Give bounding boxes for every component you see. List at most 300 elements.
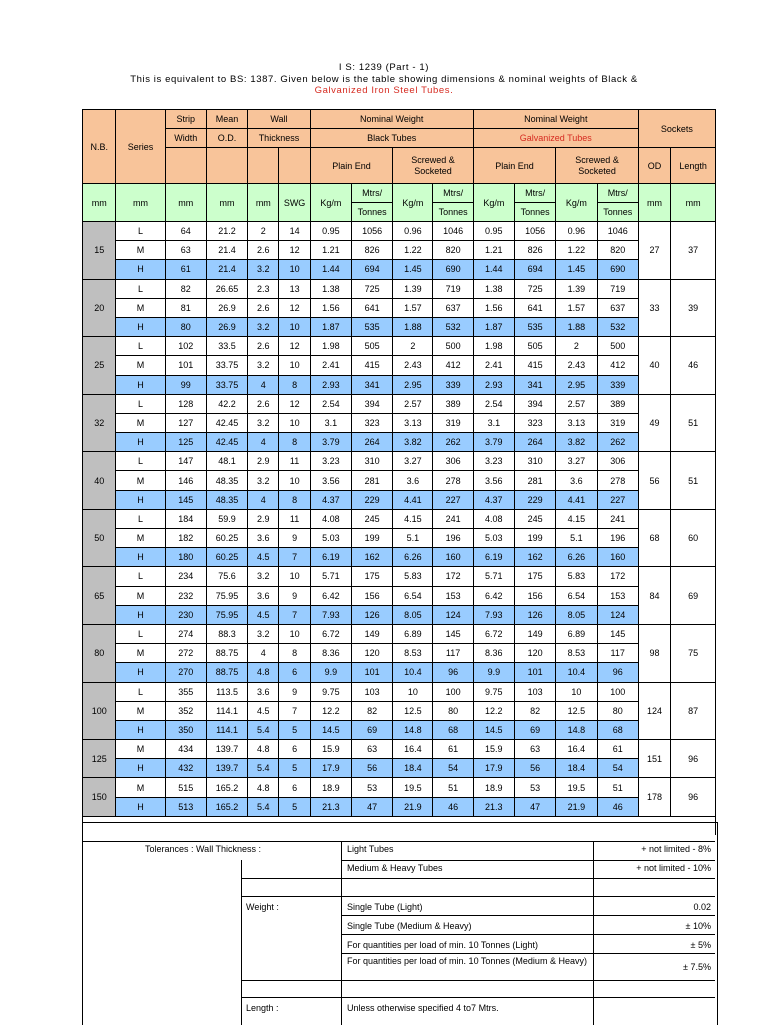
- data-cell: 3.2: [248, 317, 279, 336]
- socket-length-cell: 37: [671, 222, 716, 280]
- data-cell: 8: [279, 490, 310, 509]
- data-cell: 281: [514, 471, 555, 490]
- data-cell: 7.93: [473, 605, 514, 624]
- table-row: [83, 413, 716, 432]
- data-cell: 535: [352, 317, 393, 336]
- data-cell: 690: [597, 260, 638, 279]
- data-cell: 1.21: [473, 241, 514, 260]
- data-cell: 2.43: [393, 356, 433, 375]
- data-cell: 1.57: [393, 298, 433, 317]
- col-nb: N.B.: [83, 110, 116, 184]
- data-cell: 7: [279, 701, 310, 720]
- data-cell: 1046: [433, 222, 473, 241]
- data-cell: 68: [433, 720, 473, 739]
- data-cell: 9.9: [473, 663, 514, 682]
- unit-cell: SWG: [279, 184, 310, 222]
- data-cell: 690: [433, 260, 473, 279]
- data-cell: 341: [352, 375, 393, 394]
- table-row: [83, 797, 716, 816]
- data-cell: 53: [514, 778, 555, 797]
- data-cell: 694: [352, 260, 393, 279]
- data-cell: 1.98: [473, 337, 514, 356]
- data-cell: 139.7: [206, 740, 247, 759]
- data-cell: 196: [597, 529, 638, 548]
- data-cell: 21.3: [310, 797, 351, 816]
- data-cell: 10: [279, 317, 310, 336]
- data-cell: 99: [165, 375, 206, 394]
- data-cell: 4.37: [310, 490, 351, 509]
- data-cell: 306: [433, 452, 473, 471]
- data-cell: 196: [433, 529, 473, 548]
- data-cell: 2: [556, 337, 597, 356]
- data-cell: 2.54: [473, 394, 514, 413]
- table-row: [83, 778, 716, 797]
- data-cell: 412: [433, 356, 473, 375]
- data-cell: 1.44: [473, 260, 514, 279]
- table-row: [83, 298, 716, 317]
- data-cell: 18.4: [393, 759, 433, 778]
- data-cell: 281: [352, 471, 393, 490]
- socket-length-cell: 46: [671, 337, 716, 395]
- data-cell: 1046: [597, 222, 638, 241]
- socket-length-cell: 51: [671, 394, 716, 452]
- unit-cell: Mtrs/ Tonnes: [433, 184, 473, 222]
- socket-od-cell: 84: [638, 567, 670, 625]
- data-cell: 182: [165, 529, 206, 548]
- data-cell: 725: [514, 279, 555, 298]
- data-cell: 6.19: [310, 548, 351, 567]
- data-cell: 18.9: [310, 778, 351, 797]
- nb-cell: 25: [83, 337, 116, 395]
- table-row: [83, 490, 716, 509]
- data-cell: 165.2: [206, 778, 247, 797]
- socket-od-cell: 56: [638, 452, 670, 510]
- table-row: [83, 759, 716, 778]
- data-cell: 272: [165, 644, 206, 663]
- data-cell: 341: [514, 375, 555, 394]
- col-strip: Strip: [165, 110, 206, 129]
- data-cell: 9.75: [473, 682, 514, 701]
- data-cell: 82: [352, 701, 393, 720]
- data-cell: 11: [279, 452, 310, 471]
- data-cell: 262: [433, 433, 473, 452]
- data-cell: 5.1: [556, 529, 597, 548]
- data-cell: 2.43: [556, 356, 597, 375]
- data-cell: 60.25: [206, 548, 247, 567]
- socket-length-cell: 87: [671, 682, 716, 740]
- data-cell: 241: [433, 509, 473, 528]
- data-cell: 153: [433, 586, 473, 605]
- data-cell: 42.45: [206, 433, 247, 452]
- data-cell: 8: [279, 375, 310, 394]
- data-cell: 270: [165, 663, 206, 682]
- data-cell: 48.35: [206, 490, 247, 509]
- data-cell: 5.4: [248, 797, 279, 816]
- data-cell: 4.15: [556, 509, 597, 528]
- data-cell: 1.45: [393, 260, 433, 279]
- data-cell: 0.96: [393, 222, 433, 241]
- data-cell: 2.57: [556, 394, 597, 413]
- data-cell: 8.05: [393, 605, 433, 624]
- data-cell: 88.3: [206, 624, 247, 643]
- data-cell: 175: [352, 567, 393, 586]
- data-cell: 2.6: [248, 337, 279, 356]
- data-cell: 4.8: [248, 663, 279, 682]
- data-cell: 0.96: [556, 222, 597, 241]
- data-cell: 3.2: [248, 471, 279, 490]
- data-cell: 46: [433, 797, 473, 816]
- data-cell: 120: [352, 644, 393, 663]
- data-cell: 3.79: [310, 433, 351, 452]
- data-cell: 2.6: [248, 298, 279, 317]
- data-cell: 535: [514, 317, 555, 336]
- data-cell: 180: [165, 548, 206, 567]
- data-cell: 8.05: [556, 605, 597, 624]
- data-cell: 389: [433, 394, 473, 413]
- col-length: Length: [671, 148, 716, 184]
- series-cell: H: [116, 605, 165, 624]
- data-cell: 12.5: [393, 701, 433, 720]
- col-strip-width: Width: [165, 129, 206, 148]
- data-cell: 59.9: [206, 509, 247, 528]
- data-cell: 4.5: [248, 605, 279, 624]
- data-cell: 17.9: [473, 759, 514, 778]
- col-series: Series: [116, 110, 165, 184]
- data-cell: 1.98: [310, 337, 351, 356]
- data-cell: 165.2: [206, 797, 247, 816]
- single-light-value: 0.02: [693, 902, 711, 912]
- table-row: [83, 337, 716, 356]
- socket-length-cell: 39: [671, 279, 716, 337]
- series-cell: H: [116, 759, 165, 778]
- data-cell: 3.27: [393, 452, 433, 471]
- data-cell: 5.4: [248, 759, 279, 778]
- data-cell: 19.5: [556, 778, 597, 797]
- data-cell: 820: [597, 241, 638, 260]
- data-cell: 7.93: [310, 605, 351, 624]
- data-cell: 19.5: [393, 778, 433, 797]
- table-row: [83, 279, 716, 298]
- data-cell: 11: [279, 509, 310, 528]
- data-cell: 505: [514, 337, 555, 356]
- data-cell: 8: [279, 644, 310, 663]
- data-cell: 4.8: [248, 778, 279, 797]
- data-cell: 114.1: [206, 720, 247, 739]
- data-cell: 75.6: [206, 567, 247, 586]
- series-cell: L: [116, 222, 165, 241]
- socket-od-cell: 40: [638, 337, 670, 395]
- socket-od-cell: 124: [638, 682, 670, 740]
- data-cell: 1.38: [310, 279, 351, 298]
- data-cell: 6.89: [393, 624, 433, 643]
- data-cell: 10.4: [556, 663, 597, 682]
- data-cell: 826: [514, 241, 555, 260]
- data-cell: 145: [433, 624, 473, 643]
- data-cell: 82: [514, 701, 555, 720]
- data-cell: 103: [514, 682, 555, 701]
- table-row: [83, 644, 716, 663]
- data-cell: 101: [352, 663, 393, 682]
- data-cell: 54: [597, 759, 638, 778]
- table-row: [83, 586, 716, 605]
- series-cell: M: [116, 586, 165, 605]
- data-cell: 4.15: [393, 509, 433, 528]
- data-cell: 1.56: [310, 298, 351, 317]
- data-cell: 47: [514, 797, 555, 816]
- series-cell: M: [116, 529, 165, 548]
- data-cell: 3.27: [556, 452, 597, 471]
- data-cell: 54: [433, 759, 473, 778]
- data-cell: 5.03: [473, 529, 514, 548]
- series-cell: L: [116, 394, 165, 413]
- data-cell: 10: [393, 682, 433, 701]
- data-cell: 96: [433, 663, 473, 682]
- data-cell: 532: [433, 317, 473, 336]
- data-cell: 101: [165, 356, 206, 375]
- unit-cell: mm: [638, 184, 670, 222]
- data-cell: 2.9: [248, 509, 279, 528]
- data-cell: 100: [433, 682, 473, 701]
- data-cell: 389: [597, 394, 638, 413]
- data-cell: 641: [514, 298, 555, 317]
- table-row: [83, 394, 716, 413]
- unit-cell: Mtrs/ Tonnes: [514, 184, 555, 222]
- length-value: Unless otherwise specified 4 to7 Mtrs.: [347, 1003, 499, 1013]
- data-cell: 2.93: [473, 375, 514, 394]
- socket-od-cell: 27: [638, 222, 670, 280]
- data-cell: 264: [352, 433, 393, 452]
- data-cell: 4.08: [310, 509, 351, 528]
- data-cell: 4.5: [248, 548, 279, 567]
- data-cell: 2.95: [556, 375, 597, 394]
- data-cell: 319: [433, 413, 473, 432]
- data-cell: 394: [352, 394, 393, 413]
- data-cell: 234: [165, 567, 206, 586]
- data-cell: 230: [165, 605, 206, 624]
- table-row: [83, 452, 716, 471]
- data-cell: 12.2: [473, 701, 514, 720]
- col-wall-thickness: Thickness: [248, 129, 311, 148]
- data-cell: 500: [433, 337, 473, 356]
- load-mh-label: For quantities per load of min. 10 Tonnes (Medium & Heavy): [347, 956, 587, 966]
- table-row: [83, 509, 716, 528]
- data-cell: 2.54: [310, 394, 351, 413]
- data-cell: 1.22: [393, 241, 433, 260]
- data-cell: 5.71: [473, 567, 514, 586]
- data-cell: 48.35: [206, 471, 247, 490]
- data-cell: 500: [597, 337, 638, 356]
- data-cell: 199: [352, 529, 393, 548]
- data-cell: 149: [514, 624, 555, 643]
- unit-cell: Kg/m: [310, 184, 351, 222]
- data-cell: 17.9: [310, 759, 351, 778]
- data-cell: 10: [279, 624, 310, 643]
- data-cell: 6.72: [473, 624, 514, 643]
- units-row: [83, 184, 716, 222]
- data-cell: 3.2: [248, 260, 279, 279]
- col-galv-plain-end: Plain End: [473, 148, 556, 184]
- data-cell: 13: [279, 279, 310, 298]
- data-cell: 3.1: [310, 413, 351, 432]
- data-cell: 15.9: [310, 740, 351, 759]
- data-cell: 48.1: [206, 452, 247, 471]
- nb-cell: 125: [83, 740, 116, 778]
- dimensions-table: [82, 109, 716, 835]
- nb-cell: 150: [83, 778, 116, 816]
- data-cell: 5.83: [393, 567, 433, 586]
- data-cell: 5: [279, 797, 310, 816]
- series-cell: L: [116, 682, 165, 701]
- socket-od-cell: 49: [638, 394, 670, 452]
- unit-cell: mm: [671, 184, 716, 222]
- data-cell: 100: [597, 682, 638, 701]
- unit-cell: Kg/m: [473, 184, 514, 222]
- data-cell: 33.75: [206, 375, 247, 394]
- data-cell: 2.41: [310, 356, 351, 375]
- data-cell: 339: [597, 375, 638, 394]
- data-cell: 47: [352, 797, 393, 816]
- data-cell: 3.6: [248, 682, 279, 701]
- data-cell: 3.56: [310, 471, 351, 490]
- data-cell: 5: [279, 759, 310, 778]
- socket-length-cell: 75: [671, 624, 716, 682]
- data-cell: 16.4: [556, 740, 597, 759]
- data-cell: 18.9: [473, 778, 514, 797]
- data-cell: 124: [433, 605, 473, 624]
- data-cell: 515: [165, 778, 206, 797]
- data-cell: 21.4: [206, 241, 247, 260]
- table-row: [83, 356, 716, 375]
- data-cell: 1.45: [556, 260, 597, 279]
- data-cell: 1.87: [473, 317, 514, 336]
- data-cell: 1.22: [556, 241, 597, 260]
- data-cell: 7: [279, 548, 310, 567]
- data-cell: 637: [597, 298, 638, 317]
- tolerances-section: [82, 822, 718, 1025]
- col-sockets: Sockets: [638, 110, 715, 148]
- data-cell: 5.03: [310, 529, 351, 548]
- series-cell: L: [116, 567, 165, 586]
- data-cell: 3.23: [473, 452, 514, 471]
- data-cell: 10: [279, 471, 310, 490]
- data-cell: 146: [165, 471, 206, 490]
- data-cell: 64: [165, 222, 206, 241]
- length-label: Length :: [246, 1003, 279, 1013]
- data-cell: 12: [279, 241, 310, 260]
- data-cell: 1.44: [310, 260, 351, 279]
- data-cell: 2.57: [393, 394, 433, 413]
- data-cell: 1.88: [556, 317, 597, 336]
- data-cell: 505: [352, 337, 393, 356]
- data-cell: 2.6: [248, 394, 279, 413]
- data-cell: 9.9: [310, 663, 351, 682]
- data-cell: 21.9: [556, 797, 597, 816]
- socket-od-cell: 33: [638, 279, 670, 337]
- data-cell: 63: [514, 740, 555, 759]
- data-cell: 641: [352, 298, 393, 317]
- data-cell: 8.36: [310, 644, 351, 663]
- data-cell: 12: [279, 394, 310, 413]
- data-cell: 14: [279, 222, 310, 241]
- series-cell: H: [116, 260, 165, 279]
- data-cell: 1.56: [473, 298, 514, 317]
- data-cell: 21.2: [206, 222, 247, 241]
- col-black-tubes: Black Tubes: [310, 129, 473, 148]
- table-row: [83, 529, 716, 548]
- data-cell: 434: [165, 740, 206, 759]
- data-cell: 264: [514, 433, 555, 452]
- data-cell: 278: [433, 471, 473, 490]
- data-cell: 352: [165, 701, 206, 720]
- data-cell: 3.2: [248, 567, 279, 586]
- data-cell: 147: [165, 452, 206, 471]
- series-cell: H: [116, 548, 165, 567]
- data-cell: 6.26: [393, 548, 433, 567]
- data-cell: 139.7: [206, 759, 247, 778]
- intro-text: This is equivalent to BS: 1387. Given below is the table showing dimensions & nominal weights of Black &: [130, 73, 638, 85]
- data-cell: 53: [352, 778, 393, 797]
- col-od: OD: [638, 148, 670, 184]
- socket-od-cell: 68: [638, 509, 670, 567]
- data-cell: 3.2: [248, 356, 279, 375]
- data-cell: 120: [514, 644, 555, 663]
- series-cell: L: [116, 509, 165, 528]
- data-cell: 412: [597, 356, 638, 375]
- socket-length-cell: 96: [671, 778, 716, 816]
- data-cell: 5.83: [556, 567, 597, 586]
- data-cell: 4.08: [473, 509, 514, 528]
- single-mh-label: Single Tube (Medium & Heavy): [347, 921, 472, 931]
- table-row: [83, 740, 716, 759]
- socket-od-cell: 178: [638, 778, 670, 816]
- data-cell: 2.9: [248, 452, 279, 471]
- data-cell: 60.25: [206, 529, 247, 548]
- light-tubes-value: + not limited - 8%: [641, 844, 711, 854]
- data-cell: 80: [433, 701, 473, 720]
- data-cell: 8.53: [556, 644, 597, 663]
- load-light-value: ± 5%: [690, 940, 711, 950]
- data-cell: 227: [597, 490, 638, 509]
- data-cell: 9: [279, 682, 310, 701]
- series-cell: H: [116, 720, 165, 739]
- data-cell: 323: [514, 413, 555, 432]
- data-cell: 339: [433, 375, 473, 394]
- data-cell: 88.75: [206, 644, 247, 663]
- data-cell: 10: [279, 260, 310, 279]
- data-cell: 6.42: [310, 586, 351, 605]
- data-cell: 3.2: [248, 413, 279, 432]
- series-cell: M: [116, 778, 165, 797]
- data-cell: 126: [514, 605, 555, 624]
- data-cell: 114.1: [206, 701, 247, 720]
- data-cell: 1.38: [473, 279, 514, 298]
- col-black-screwed: Screwed & Socketed: [393, 148, 473, 184]
- table-row: [83, 624, 716, 643]
- table-row: [83, 317, 716, 336]
- socket-length-cell: 69: [671, 567, 716, 625]
- data-cell: 12: [279, 298, 310, 317]
- data-cell: 355: [165, 682, 206, 701]
- nb-cell: 40: [83, 452, 116, 510]
- data-cell: 9: [279, 529, 310, 548]
- data-cell: 3.6: [393, 471, 433, 490]
- data-cell: 5.1: [393, 529, 433, 548]
- data-cell: 14.8: [393, 720, 433, 739]
- data-cell: 160: [433, 548, 473, 567]
- col-wall: Wall: [248, 110, 311, 129]
- unit-cell: mm: [165, 184, 206, 222]
- data-cell: 172: [597, 567, 638, 586]
